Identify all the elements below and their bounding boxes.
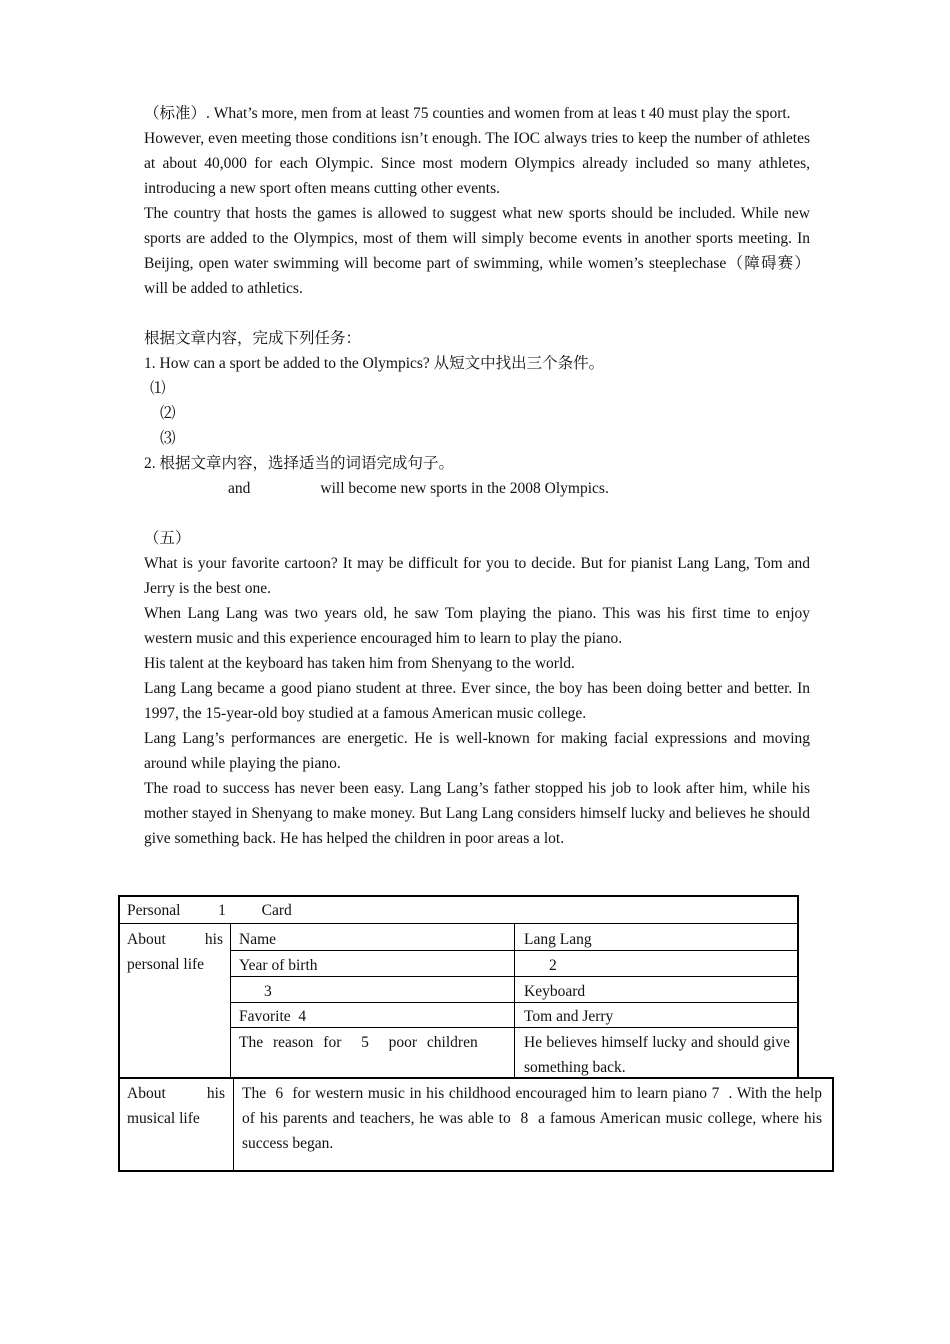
paragraph: （标准）. What’s more, men from at least 75 counties and women from at leas t 40 must play the sport. [144,105,791,122]
row-value: Tom and Jerry [524,1008,614,1025]
paragraph: The road to success has never been easy. Lang Lang’s father stopped his job to look after him, while his mother stayed in Shenyang to make money. But Lang Lang considers himself lucky and believes he should give something back. He has helped the children in poor areas a lot. [144,780,810,847]
section-label-personal: About his personal life [127,931,223,973]
section-label-musical: About his musical life [127,1085,225,1127]
row-value: Keyboard [524,983,586,1000]
card-title [120,897,797,924]
answer-blank: ⑶ [160,430,176,447]
row-label: 3 [264,983,272,1000]
fill-sentence [144,476,810,501]
paragraph: His talent at the keyboard has taken him from Shenyang to the world. [144,655,575,672]
row-label: Year of birth [239,957,318,974]
personal-card [118,895,834,1172]
fill-and: and [228,480,251,497]
paragraph: The country that hosts the games is allowed to suggest what new sports should be included. While new sports are added to the Olympics, most of them will simply become events in another sports meeting. In Beijing, open water swimming will become part of swimming, while women’s steeplechase（障碍赛）will be added to athletics. [144,205,810,297]
task-intro: 根据文章内容，完成下列任务： [144,330,362,347]
answer-blank: ⑴ [150,380,166,397]
paragraph: Lang Lang became a good piano student at three. Ever since, the boy has been doing better and better. In 1997, the 15-year-old boy studied at a famous American music college. [144,680,810,722]
section-heading: （五） [144,530,191,547]
question-2: 2. 根据文章内容，选择适当的词语完成句子。 [144,455,455,472]
row-label: Favorite 4 [239,1008,307,1025]
card-title-number: 1 [218,902,226,919]
paragraph: When Lang Lang was two years old, he saw Tom playing the piano. This was his first time to enjoy western music and this experience encouraged him to learn to play the piano. [144,605,810,647]
fill-rest: will become new sports in the 2008 Olympics. [320,480,609,497]
answer-blank: ⑵ [160,405,176,422]
card-title-a: Personal [127,902,181,919]
paragraph: However, even meeting those conditions isn’t enough. The IOC always tries to keep the number of athletes at about 40,000 for each Olympic. Since most modern Olympics already included so many athletes, introducing a new sport often means cutting other events. [144,130,810,197]
row-value: 2 [549,957,557,974]
row-value: He believes himself lucky and should give something back. [524,1034,790,1076]
question-1: 1. How can a sport be added to the Olympics? 从短文中找出三个条件。 [144,355,605,372]
row-label: Name [239,931,277,948]
row-label: The reason for 5 poor children [239,1034,478,1051]
paragraph: Lang Lang’s performances are energetic. He is well-known for making facial expressions and moving around while playing the piano. [144,730,810,772]
paragraph: What is your favorite cartoon? It may be difficult for you to decide. But for pianist Lang Lang, Tom and Jerry is the best one. [144,555,810,597]
row-value: Lang Lang [524,931,592,948]
card-title-b: Card [261,902,292,919]
musical-life-text: The 6 for western music in his childhood encouraged him to learn piano 7 . With the help of his parents and teachers, he was able to 8 a famous American music college, where his success began. [242,1085,826,1152]
document-body [144,101,810,851]
